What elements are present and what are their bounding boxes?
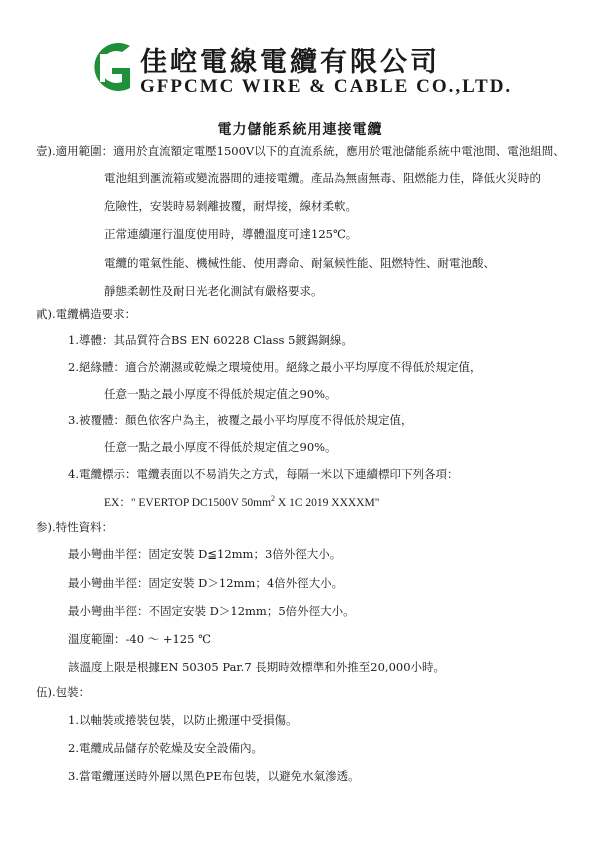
marking-item: 4.電纜標示：電纜表面以不易消失之方式，每隔一米以下連續標印下列各項： [68, 467, 459, 481]
scope-line-1: 壹).適用範圍：適用於直流額定電壓1500V以下的直流系統，應用於電池儲能系統中電池間、電池組間、 [36, 144, 565, 158]
bend-radius-1: 最小彎曲半徑：固定安裝 D≦12mm；3倍外徑大小。 [68, 547, 342, 561]
document-title: 電力儲能系統用連接電纜 [217, 122, 383, 138]
company-name-english: GFPCMC WIRE & CABLE CO.,LTD. [140, 76, 513, 97]
packaging-item-2: 2.電纜成品儲存於乾燥及安全設備內。 [68, 741, 263, 755]
sheath-item-note: 任意一點之最小厚度不得低於規定值之90%。 [104, 440, 337, 454]
company-name-chinese: 佳崆電線電纜有限公司 [140, 47, 440, 78]
marking-example: EX：" EVERTOP DC1500V $50mm^2$ X 1C 2019 XXXXM" [104, 494, 380, 509]
scope-line-3: 危險性，安裝時易剝離披覆，耐焊接，線材柔軟。 [104, 199, 357, 213]
packaging-heading: 伍).包裝： [36, 685, 91, 699]
conductor-item: 1.導體：其品質符合BS EN 60228 Class 5鍍錫銅線。 [68, 333, 353, 347]
packaging-item-3: 3.當電纜運送時外層以黑色PE布包裝，以避免水氣滲透。 [68, 769, 360, 783]
insulation-item: 2.絕緣體：適合於潮濕或乾燥之環境使用。絕緣之最小平均厚度不得低於規定值， [68, 360, 482, 374]
packaging-item-1: 1.以軸裝或捲裝包裝，以防止搬運中受損傷。 [68, 713, 298, 727]
scope-line-4: 正常連續運行溫度使用時，導體溫度可達125℃。 [104, 227, 358, 241]
bend-radius-3: 最小彎曲半徑：不固定安裝 D＞12mm；5倍外徑大小。 [68, 604, 355, 618]
temperature-range: 溫度範圍：-40 ～ +125 ℃ [68, 632, 211, 646]
sheath-item: 3.被覆體：顏色依客户為主，被覆之最小平均厚度不得低於規定值， [68, 413, 413, 427]
insulation-item-note: 任意一點之最小厚度不得低於規定值之90%。 [104, 387, 337, 401]
scope-line-5: 電纜的電氣性能、機械性能、使用壽命、耐氣候性能、阻燃特性、耐電池酸、 [104, 256, 495, 270]
scope-line-6: 靜態柔韌性及耐日光老化測試有嚴格要求。 [104, 284, 323, 298]
gf-logo-icon [82, 40, 134, 94]
characteristics-heading: 参).特性資料： [36, 520, 114, 534]
temperature-note: 該溫度上限是根據EN 50305 Par.7 長期時效標準和外推至20,000小時。 [68, 660, 446, 674]
scope-line-2: 電池組到滙流箱或變流器間的連接電纜。產品為無鹵無毒、阻燃能力佳，降低火災時的 [104, 171, 541, 185]
bend-radius-2: 最小彎曲半徑：固定安裝 D＞12mm；4倍外徑大小。 [68, 576, 344, 590]
construction-heading: 貳).電纜構造要求： [36, 307, 137, 321]
